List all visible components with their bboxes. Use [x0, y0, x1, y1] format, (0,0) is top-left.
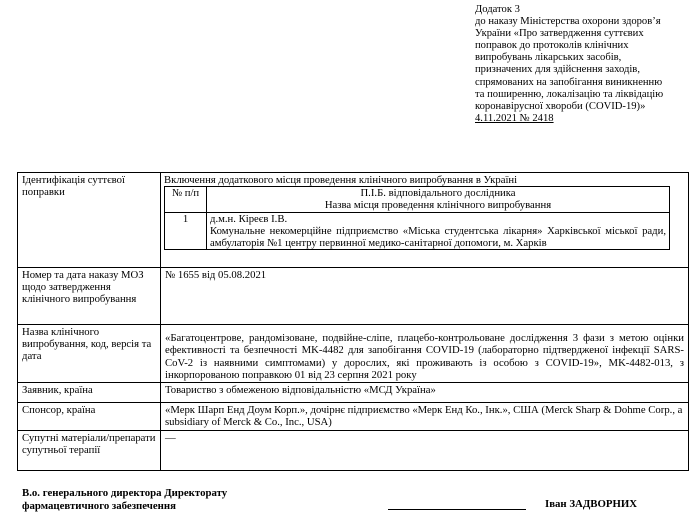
signatory-title-line: фармацевтичного забезпечення [22, 499, 176, 512]
applicant-label: Заявник, країна [18, 383, 161, 403]
sponsor-value: «Мерк Шарп Енд Доум Корп.», дочірнє підприємство «Мерк Енд Ко., Інк.», США (Merck Sharp & Dohme Corp., a subsidiary of Merck & Co., Inc., USA) [161, 403, 689, 431]
order-value: № 1655 від 05.08.2021 [161, 268, 689, 325]
signatory-title-line: В.о. генерального директора Директорату [22, 487, 228, 499]
table-row [18, 173, 689, 268]
order-label: Номер та дата наказу МОЗ щодо затвердження клінічного випробування [18, 268, 161, 325]
signatory-title [22, 487, 227, 512]
table-row [18, 325, 689, 383]
table-row [165, 187, 670, 212]
amendment-label: Ідентифікація суттєвої поправки [18, 173, 161, 268]
header-line: до наказу Міністерства охорони здоров’я [475, 16, 661, 28]
table-row [18, 403, 689, 431]
col-header-site: Назва місця проведення клінічного випробування [324, 199, 552, 212]
header-line: Додаток 3 [475, 4, 520, 15]
order-date-line: 4.11.2021 № 2418 [475, 112, 554, 124]
table-row [165, 212, 670, 250]
applicant-value: Товариство з обмеженою відповідальністю «МСД Україна» [161, 383, 689, 403]
amendment-title: Включення додаткового місця проведення клінічного випробування в Україні [164, 174, 518, 186]
signatory-name: Іван ЗАДВОРНИХ [545, 498, 638, 510]
investigator-site-cell [207, 212, 670, 250]
table-row [18, 431, 689, 471]
header-line: спрямованих на запобігання виникненню [475, 76, 663, 88]
header-line: призначених для здійснення заходів, [475, 64, 640, 76]
table-row [18, 268, 689, 325]
materials-value: — [161, 431, 689, 471]
col-header-number: № п/п [165, 187, 207, 212]
sponsor-label: Спонсор, країна [18, 403, 161, 431]
table-row [18, 383, 689, 403]
amendment-table [17, 172, 689, 471]
site-name: Комунальне некомерційне підприємство «Міська студентська лікарня» Харківської міської ради, амбулаторія №1 центру первинної медико-санітарної допомоги, м. Харків [210, 224, 666, 250]
header-line: та поширенню, локалізацію та ліквідацію [475, 88, 664, 100]
materials-label: Супутні матеріали/препарати супутньої терапії [18, 431, 161, 471]
amendment-cell [161, 173, 689, 268]
col-header-investigator: П.І.Б. відповідального дослідника [360, 187, 516, 200]
appendix-header [475, 4, 697, 125]
trial-label: Назва клінічного випробування, код, версія та дата [18, 325, 161, 383]
trial-value: «Багатоцентрове, рандомізоване, подвійне-сліпе, плацебо-контрольоване дослідження 3 фази з метою оцінки ефективності та безпечності MK-4482 для запобігання COVID-19 (лабораторно підтвердженої інфекції SARS-CoV-2 із наявними симптомами) у дорослих, які проживають із особою з COVID-19», MK-4482-013, з інкорпорованою поправкою 01 від 23 серпня 2021 року [161, 325, 689, 383]
header-line: України «Про затвердження суттєвих [475, 28, 644, 40]
row-number: 1 [165, 212, 207, 250]
signature-line [388, 509, 526, 510]
header-line: коронавірусної хвороби (COVID-19)» [475, 100, 646, 112]
header-line: випробувань лікарських засобів, [475, 52, 622, 64]
header-line: поправок до протоколів клінічних [475, 40, 629, 52]
investigator-table [164, 186, 670, 250]
col-header-investigator-site [207, 187, 670, 212]
investigator-name: д.м.н. Кіреєв І.В. [210, 212, 288, 225]
